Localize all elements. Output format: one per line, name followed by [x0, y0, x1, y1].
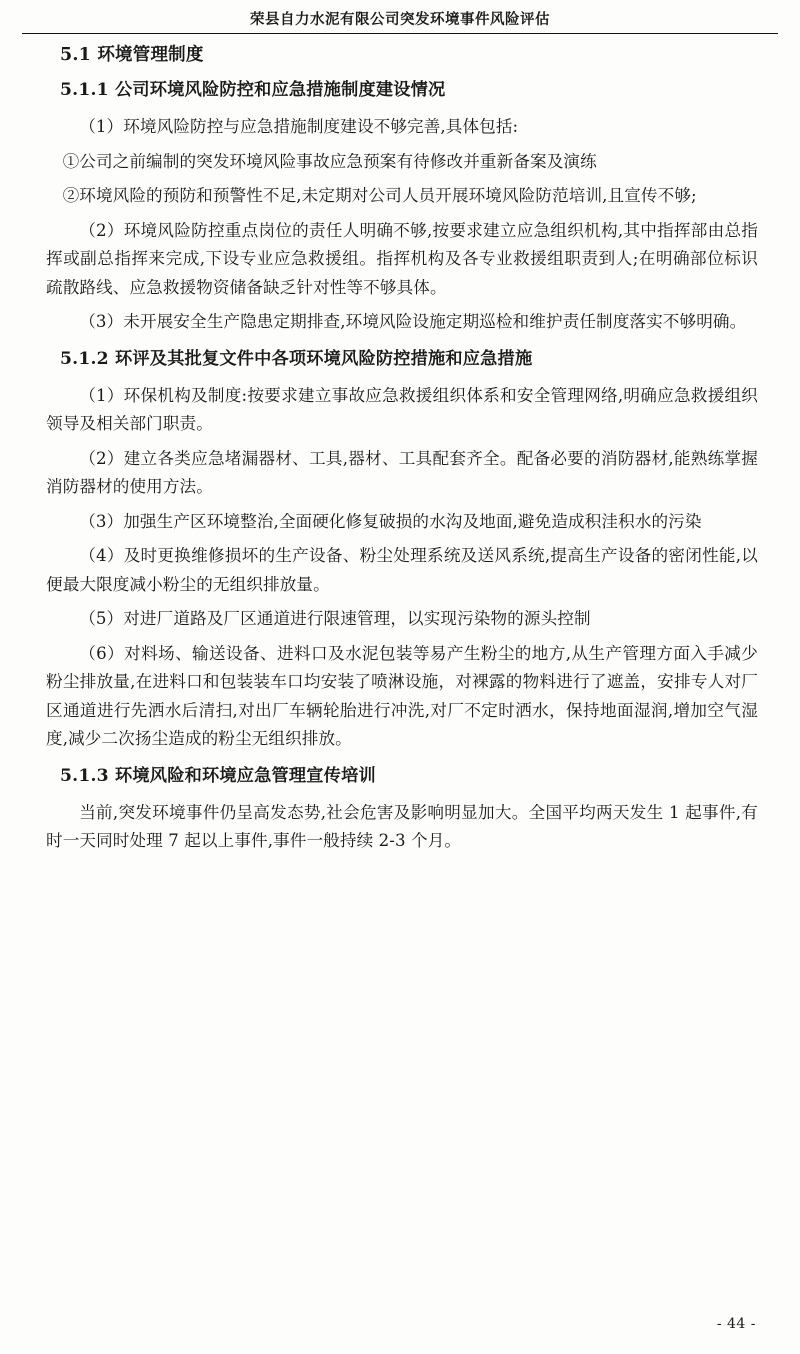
- document-body: [46, 42, 758, 1294]
- section-heading-5-1-3: 5.1.3 环境风险和环境应急管理宣传培训: [60, 765, 376, 786]
- header-divider: [22, 33, 778, 34]
- page-number: - 44 -: [716, 1316, 756, 1332]
- paragraph: ①公司之前编制的突发环境风险事故应急预案有待修改并重新备案及演练: [62, 151, 597, 171]
- section-heading-5-1-2: 5.1.2 环评及其批复文件中各项环境风险防控措施和应急措施: [60, 348, 533, 369]
- section-heading-5-1: 5.1 环境管理制度: [60, 45, 204, 65]
- paragraph: （1）环保机构及制度:按要求建立事故应急救援组织体系和安全管理网络,明确应急救援组织领导及相关部门职责。: [46, 385, 758, 434]
- paragraph: （4）及时更换维修损坏的生产设备、粉尘处理系统及送风系统,提高生产设备的密闭性能,以便最大限度减小粉尘的无组织排放量。: [46, 546, 758, 594]
- paragraph: （3）加强生产区环境整治,全面硬化修复破损的水沟及地面,避免造成积洼积水的污染: [79, 511, 702, 531]
- paragraph: （5）对进厂道路及厂区通道进行限速管理，以实现污染物的源头控制: [79, 609, 591, 629]
- paragraph: （6）对料场、输送设备、进料口及水泥包装等易产生粉尘的地方,从生产管理方面入手减少粉尘排放量,在进料口和包装装车口均安装了喷淋设施，对裸露的物料进行了遮盖，安排专人对厂区通道进行先洒水后清扫,对出厂车辆轮胎进行冲洗,对厂不定时洒水，保持地面湿润,增加空气湿度,减少二次扬尘造成的粉尘无组织排放。: [46, 643, 758, 749]
- paragraph: （2）环境风险防控重点岗位的责任人明确不够,按要求建立应急组织机构,其中指挥部由总指挥或副总指挥来完成,下设专业应急救援组。指挥机构及各专业救援组职责到人;在明确部位标识疏散路线、应急救援物资储备缺乏针对性等不够具体。: [46, 220, 758, 297]
- paragraph: 当前,突发环境事件仍呈高发态势,社会危害及影响明显加大。全国平均两天发生 1 起事件,有时一天同时处理 7 起以上事件,事件一般持续 2-3 个月。: [46, 802, 758, 851]
- paragraph: （3）未开展安全生产隐患定期排查,环境风险设施定期巡检和维护责任制度落实不够明确。: [79, 312, 747, 332]
- section-heading-5-1-1: 5.1.1 公司环境风险防控和应急措施制度建设情况: [60, 80, 446, 101]
- paragraph: （2）建立各类应急堵漏器材、工具,器材、工具配套齐全。配备必要的消防器材,能熟练掌握消防器材的使用方法。: [46, 448, 758, 497]
- page-header: 荣县自力水泥有限公司突发环境事件风险评估: [250, 11, 550, 28]
- paragraph: （1）环境风险防控与应急措施制度建设不够完善,具体包括:: [79, 117, 519, 137]
- paragraph: ②环境风险的预防和预警性不足,未定期对公司人员开展环境风险防范培训,且宣传不够;: [62, 186, 697, 206]
